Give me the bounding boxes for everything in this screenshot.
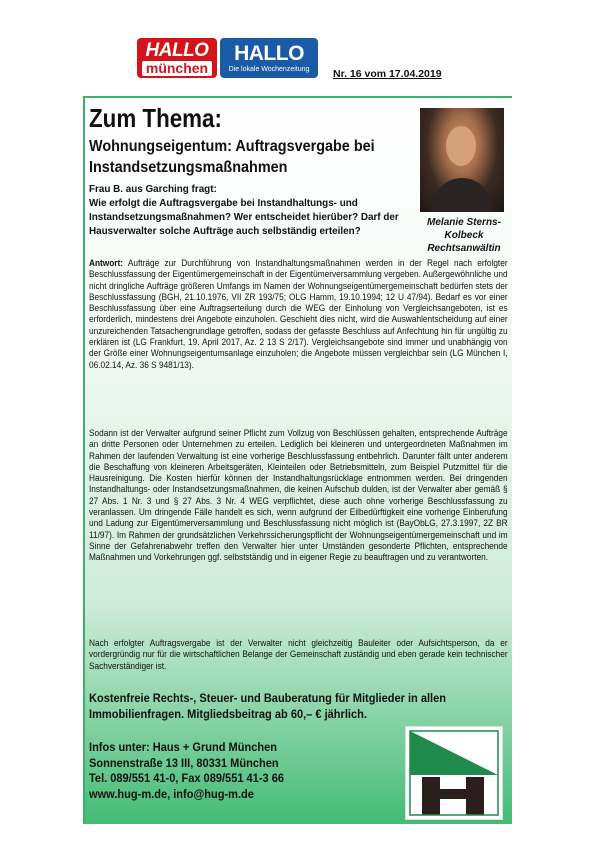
author-name: Melanie Sterns-Kolbeck [427, 217, 501, 241]
answer-paragraph-2 [89, 428, 507, 564]
issue-line: Nr. 16 vom 17.04.2019 [333, 68, 442, 80]
promo-text: Kostenfreie Rechts-, Steuer- und Bauberatung für Mitglieder in allen Immobilienfragen. Mitgliedsbeitrag ab 60,– € jährlich. [89, 691, 447, 721]
contact-line-2: Sonnenstraße 13 III, 80331 München [89, 755, 279, 770]
paragraph-2-text: Sodann ist der Verwalter aufgrund seiner Pflicht zum Vollzug von Beschlüssen gehalten, entsprechende Aufträge an dritte Personen oder Unternehmen zu erteilen. Lediglich bei kleineren und untergeordneten Maßnahmen im Rahmen der laufenden Verwaltung ist eine vorherige Beschlussfassung entbehrlich. Darunter fällt unter anderem die Beschaffung von kleineren Arbeitsgeräten, Kleinteilen oder Betriebsmitteln, zum Beispiel Putzmittel für die Hausreinigung. Die Kosten hierfür können der Instandhaltungsrücklage entnommen werden. Bei dringenden Instandhaltungs- oder Instandsetzungsmaßnahmen, die keinen Aufschub dulden, ist der Verwalter aber gemäß § 27 Abs. 1 Nr. 3 und § 27 Abs. 3 Nr. 4 WEG verpflichtet, diese auch ohne vorherige Beschlussfassung zu veranlassen. Um dringende Fälle handelt es sich, wenn aufgrund der Eilbedürftigkeit eine vorherige Einberufung und Ladung zur Eigentümerversammlung und Beschlussfassung nicht möglich ist (BayObLG, 27.3.1997, 2Z BR 11/97). Im Rahmen der grundsätzlichen Verkehrssicherungspflicht der Wohnungseigentümergemeinschaft und im Sinne der Gefahrenabwehr treffen den Verwalter hier unter Umständen gesonderte Pflichten, entsprechende Maßnahmen und Vorkehrungen ggf. selbstständig und in eigener Regie zu beauftragen und zu verantworten. [89, 428, 508, 563]
question-block [89, 182, 409, 238]
answer-paragraph-1 [89, 258, 507, 371]
contact-line-1: Infos unter: Haus + Grund München [89, 740, 277, 754]
article-box [83, 96, 512, 824]
author-title: Rechtsanwältin [427, 243, 501, 254]
contact-block [89, 740, 365, 802]
author-photo-face [446, 126, 476, 166]
hallo-muenchen-logo [137, 38, 217, 78]
question-text: Wie erfolgt die Auftragsvergabe bei Instandhaltungs- und Instandsetzungsmaßnahmen? Wer entscheidet hierüber? Darf der Hausverwalter solche Aufträge auch selbständig erteilen? [89, 197, 399, 237]
answer-label: Antwort: [89, 258, 124, 268]
contact-line-4[interactable]: www.hug-m.de, info@hug-m.de [89, 786, 254, 801]
asker-line: Frau B. aus Garching fragt: [89, 183, 217, 195]
logo-text-tagline: Die lokale Wochenzeitung [228, 65, 310, 73]
article-heading: Zum Thema: [89, 103, 222, 133]
answer-paragraph-3 [89, 638, 507, 672]
author-photo-body [432, 178, 492, 212]
logo-text-hallo-red: HALLO [145, 39, 209, 61]
haus-und-grund-logo [405, 726, 503, 820]
logo-text-hallo-blue: HALLO [234, 41, 304, 65]
paragraph-1-text: Aufträge zur Durchführung von Instandhaltungsmaßnahmen werden in der Regel nach erfolgter Beschlussfassung der Eigentümergemeinschaft in der Eigentümerversammlung vergeben. Außergewöhnliche und nicht dringliche Aufträge größeren Umfangs im Namen der Wohnungseigentümergemeinschaft bedürfen stets der Beschlussfassung (BGH, 21.10.1976, VII ZR 193/75; OLG Hamm, 19.10.1994; 12 U 47/94). Bedarf es vor einer Beschlussfassung über eine Auftragserteilung durch die WEG der Einholung von Vergleichsangeboten, ist es erforderlich, mindestens drei Angebote einzuholen. Geschieht dies nicht, wird die Auswahlentscheidung auf einer unzureichenden Tatsachengrundlage getroffen, sodass der gefasste Beschluss auf Anfechtung hin für ungültig zu erklären ist (LG Frankfurt, 19. April 2017, Az. 2 13 S 2/17). Vergleichsangebote sind immer und unabhängig von der Größe einer Wohnungseigentumsanlage einzuholen; die Angebote müssen vergleichbar sein (LG München I, 06.02.14, Az. 36 S 9481/13). [89, 258, 508, 370]
author-photo [420, 108, 504, 212]
paragraph-3-text: Nach erfolgter Auftragsvergabe ist der Verwalter nicht gleichzeitig Bauleiter oder Aufsichtsperson, da er vordergründig nur für die wirtschaftlichen Belange der Gemeinschaft zuständig und eben gerade kein technischer Sachverständiger ist. [89, 638, 508, 671]
logo-text-muenchen: münchen [142, 61, 212, 76]
author-caption [421, 216, 507, 255]
haus-und-grund-logo-icon [406, 727, 502, 819]
hallo-wochenzeitung-logo [220, 38, 318, 78]
contact-line-3: Tel. 089/551 41-0, Fax 089/551 41-3 66 [89, 771, 284, 785]
article-subheading: Wohnungseigentum: Auftragsvergabe bei Instandsetzungsmaßnahmen [89, 138, 375, 176]
